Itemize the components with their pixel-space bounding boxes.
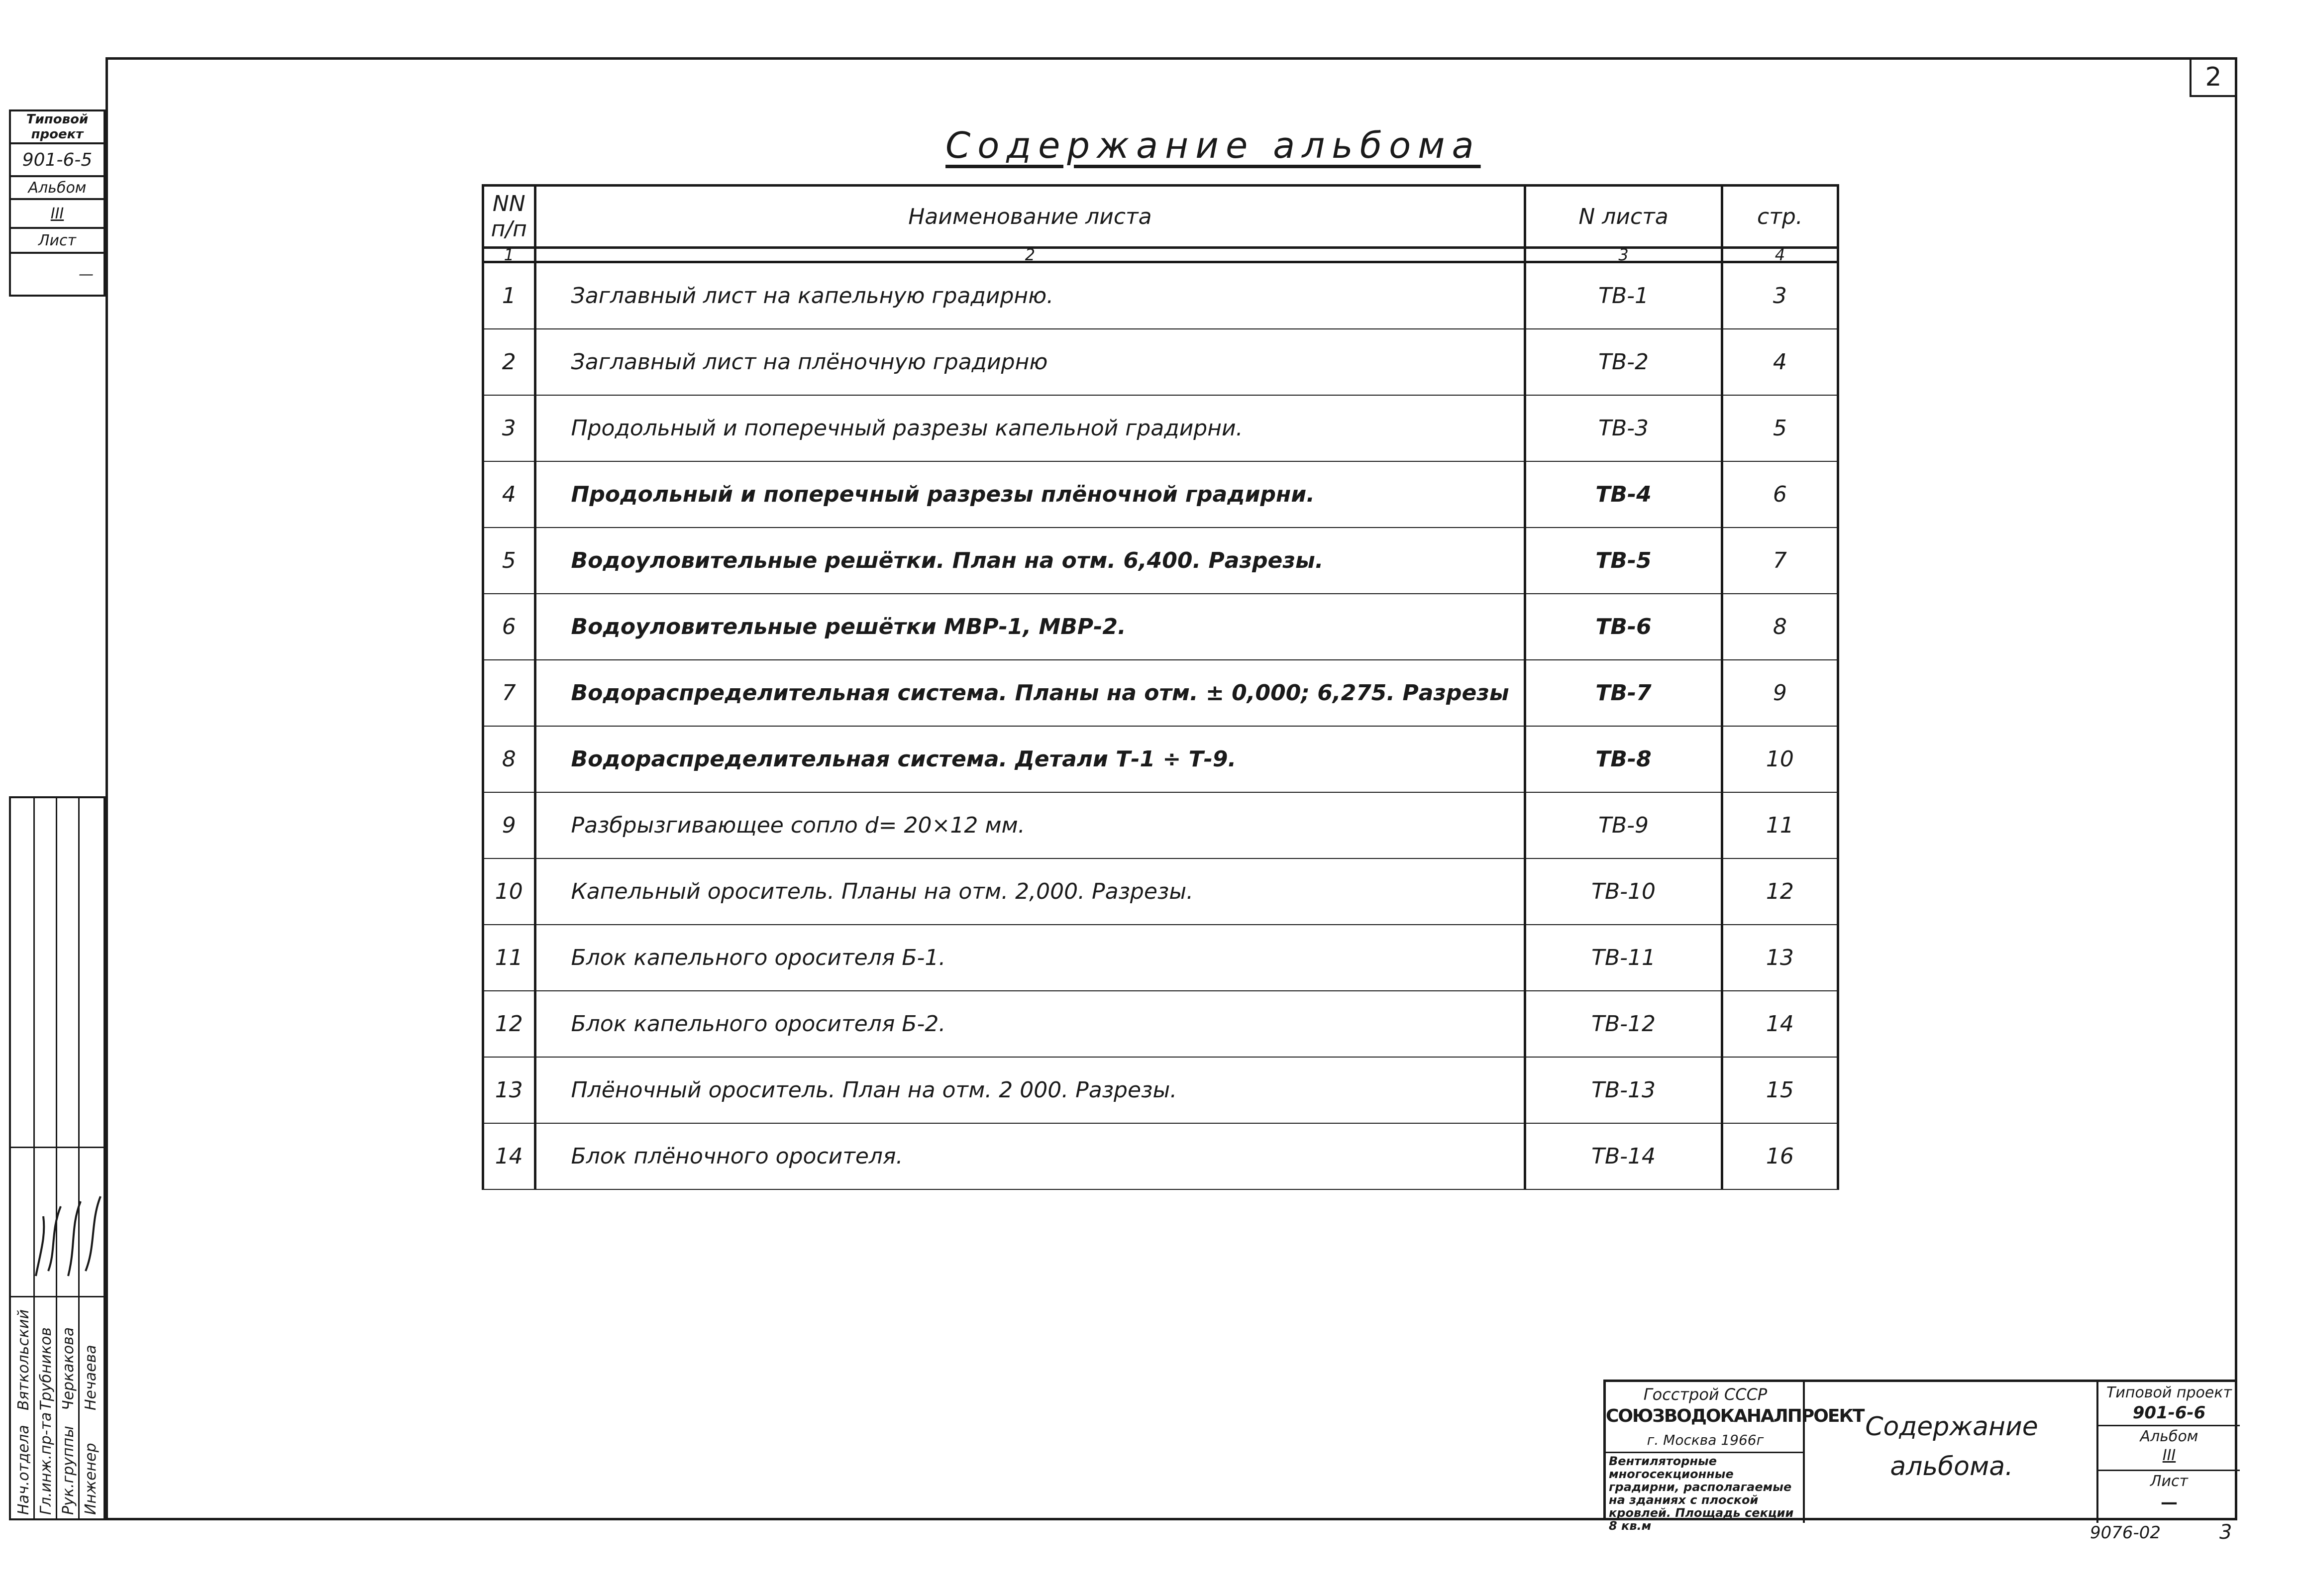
row-name: Капельный ороситель. Планы на отм. 2,000. Разрезы.: [535, 858, 1525, 925]
table-row: [483, 1057, 1838, 1123]
col-number: 3: [1525, 248, 1722, 262]
row-name: Блок капельного оросителя Б-2.: [535, 991, 1525, 1057]
row-page: 6: [1722, 461, 1838, 528]
row-name: Водоуловительные решётки МВР-1, МВР-2.: [535, 594, 1525, 660]
title-block-sheet-title: [1805, 1382, 2098, 1523]
contents-table: [482, 184, 1839, 1190]
footer-page: 3: [2219, 1521, 2232, 1544]
sheet-title-line1: Содержание: [1865, 1412, 2038, 1442]
side-album-label: Альбом: [10, 176, 104, 199]
row-sheet: ТВ-4: [1525, 461, 1722, 528]
row-sheet: ТВ-3: [1525, 395, 1722, 461]
row-page: 5: [1722, 395, 1838, 461]
row-page: 16: [1722, 1123, 1838, 1189]
project-description: Вентиляторные многосекционные градирни, располагаемые на зданиях с плоской кровлей. Площадь секции 8 кв.м: [1609, 1454, 1794, 1533]
row-name: Водораспределительная система. Планы на отм. ± 0,000; 6,275. Разрезы: [535, 660, 1525, 726]
row-sheet: ТВ-11: [1525, 925, 1722, 991]
row-number: 9: [483, 792, 535, 858]
row-page: 3: [1722, 262, 1838, 329]
row-name: Продольный и поперечный разрезы капельной градирни.: [535, 395, 1525, 461]
tb-album-label: Альбом: [2140, 1428, 2198, 1445]
row-number: 3: [483, 395, 535, 461]
tb-sheet-label: Лист: [2150, 1473, 2189, 1490]
title-block-org: [1606, 1382, 1864, 1533]
row-number: 2: [483, 329, 535, 395]
table-row: [483, 461, 1838, 528]
table-row: [483, 1123, 1838, 1189]
row-name: Продольный и поперечный разрезы плёночной градирни.: [535, 461, 1525, 528]
name-4: Нечаева: [82, 1345, 100, 1410]
tb-sheet-value: —: [2161, 1492, 2178, 1512]
role-1: Нач.отдела: [15, 1425, 32, 1515]
side-project-code: 901-6-5: [10, 143, 104, 176]
table-row: [483, 395, 1838, 461]
side-project-label: Типовой проект: [10, 110, 104, 143]
table-row: [483, 262, 1838, 329]
row-number: 8: [483, 726, 535, 792]
title-block-project: [2098, 1382, 2240, 1523]
org-line2: СОЮЗВОДОКАНАЛПРОЕКТ: [1606, 1406, 1864, 1426]
side-sheet-value: —: [10, 253, 104, 296]
row-page: 15: [1722, 1057, 1838, 1123]
row-number: 10: [483, 858, 535, 925]
row-number: 7: [483, 660, 535, 726]
row-number: 11: [483, 925, 535, 991]
side-sheet-label: Лист: [10, 228, 104, 253]
col-number: 4: [1722, 248, 1838, 262]
side-signature-block: [9, 796, 105, 1520]
name-2: Трубников: [37, 1327, 55, 1410]
row-number: 12: [483, 991, 535, 1057]
row-name: Плёночный ороситель. План на отм. 2 000. Разрезы.: [535, 1057, 1525, 1123]
table-row: [483, 792, 1838, 858]
handwritten-signatures: [31, 1176, 105, 1291]
col-number: 1: [483, 248, 535, 262]
row-page: 4: [1722, 329, 1838, 395]
row-name: Заглавный лист на плёночную градирню: [535, 329, 1525, 395]
row-name: Блок капельного оросителя Б-1.: [535, 925, 1525, 991]
side-album-number: III: [10, 199, 104, 228]
row-number: 5: [483, 528, 535, 594]
row-sheet: ТВ-6: [1525, 594, 1722, 660]
org-line1: Госстрой СССР: [1643, 1385, 1768, 1404]
table-row: [483, 528, 1838, 594]
name-3: Черкакова: [60, 1327, 77, 1410]
row-name: Блок плёночного оросителя.: [535, 1123, 1525, 1189]
row-page: 11: [1722, 792, 1838, 858]
table-row: [483, 594, 1838, 660]
table-row: [483, 925, 1838, 991]
row-sheet: ТВ-9: [1525, 792, 1722, 858]
side-stamp: [9, 109, 105, 297]
role-3: Рук.группы: [60, 1426, 77, 1515]
row-name: Заглавный лист на капельную градирню.: [535, 262, 1525, 329]
sheet-title-line2: альбома.: [1890, 1452, 2013, 1482]
tb-project-code: 901-6-6: [2132, 1403, 2206, 1423]
header-num: NN п/п: [483, 186, 535, 248]
row-sheet: ТВ-1: [1525, 262, 1722, 329]
table-row: [483, 329, 1838, 395]
role-4: Инженер: [82, 1443, 100, 1515]
row-name: Водораспределительная система. Детали Т-1 ÷ Т-9.: [535, 726, 1525, 792]
row-sheet: ТВ-12: [1525, 991, 1722, 1057]
org-line3: г. Москва 1966г: [1647, 1432, 1764, 1448]
row-number: 4: [483, 461, 535, 528]
row-sheet: ТВ-2: [1525, 329, 1722, 395]
row-sheet: ТВ-14: [1525, 1123, 1722, 1189]
row-page: 7: [1722, 528, 1838, 594]
row-page: 12: [1722, 858, 1838, 925]
archive-number: 9076-02: [2090, 1523, 2161, 1543]
row-page: 10: [1722, 726, 1838, 792]
col-number: 2: [535, 248, 1525, 262]
tb-project-label: Типовой проект: [2106, 1384, 2232, 1401]
row-number: 1: [483, 262, 535, 329]
table-row: [483, 660, 1838, 726]
role-2: Гл.инж.пр-та: [37, 1412, 55, 1515]
row-number: 6: [483, 594, 535, 660]
row-page: 14: [1722, 991, 1838, 1057]
row-page: 9: [1722, 660, 1838, 726]
row-number: 13: [483, 1057, 535, 1123]
row-sheet: ТВ-10: [1525, 858, 1722, 925]
name-1: Вяткольский: [15, 1309, 32, 1410]
row-sheet: ТВ-5: [1525, 528, 1722, 594]
row-page: 13: [1722, 925, 1838, 991]
contents-rows: [483, 262, 1838, 1190]
row-number: 14: [483, 1123, 535, 1189]
table-row: [483, 991, 1838, 1057]
table-row: [483, 858, 1838, 925]
page-number: 2: [2190, 57, 2237, 97]
header-name: Наименование листа: [535, 186, 1525, 248]
tb-album-number: III: [2162, 1447, 2176, 1464]
row-name: Разбрызгивающее сопло d= 20×12 мм.: [535, 792, 1525, 858]
table-row: [483, 726, 1838, 792]
page-title: Содержание альбома: [945, 124, 1481, 166]
row-name: Водоуловительные решётки. План на отм. 6,400. Разрезы.: [535, 528, 1525, 594]
row-sheet: ТВ-8: [1525, 726, 1722, 792]
row-sheet: ТВ-13: [1525, 1057, 1722, 1123]
row-page: 8: [1722, 594, 1838, 660]
header-sheet: N листа: [1525, 186, 1722, 248]
header-page: стр.: [1722, 186, 1838, 248]
row-sheet: ТВ-7: [1525, 660, 1722, 726]
